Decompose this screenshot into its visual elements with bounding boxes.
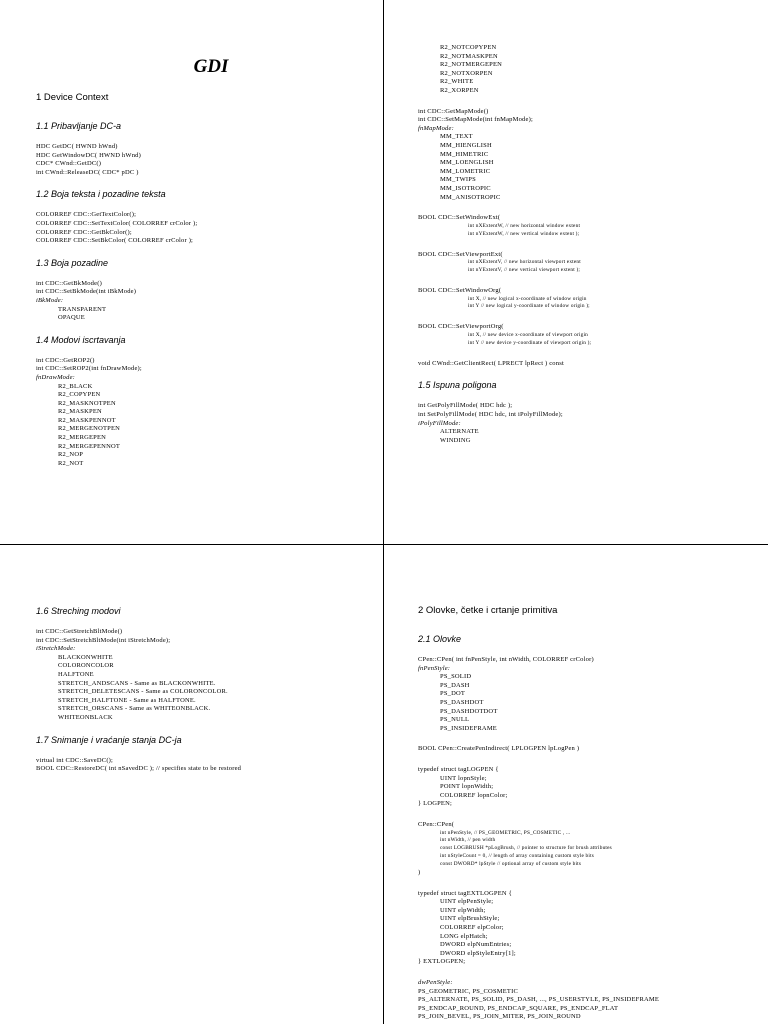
enum-value: R2_NOP bbox=[58, 451, 84, 459]
enum-value: MM_TWIPS bbox=[440, 176, 476, 184]
code-block bbox=[36, 211, 366, 245]
code-line: UINT lopnStyle; bbox=[440, 774, 487, 782]
code-line: int nXExtentV, // new horizontal viewport extent bbox=[468, 259, 581, 266]
code-line: int CDC::GetROP2() bbox=[36, 356, 95, 364]
code-line: int nPenStyle, // PS_GEOMETRIC, PS_COSMETIC , ... bbox=[440, 829, 571, 836]
code-block bbox=[418, 44, 753, 96]
enum-value: R2_MERGENOTPEN bbox=[58, 425, 121, 433]
code-line: int SetPolyFillMode( HDC hdc, int iPolyFillMode); bbox=[418, 410, 563, 418]
enum-value: R2_MASKNOTPEN bbox=[58, 399, 116, 407]
enum-value: MM_ANISOTROPIC bbox=[440, 193, 501, 201]
code-block bbox=[36, 143, 366, 177]
code-line: } EXTLOGPEN; bbox=[418, 958, 466, 966]
enum-value: R2_BLACK bbox=[58, 382, 93, 390]
enum-value: MM_LOMETRIC bbox=[440, 167, 491, 175]
enum-value: R2_XORPEN bbox=[440, 86, 479, 94]
enum-value: R2_MASKPEN bbox=[58, 408, 102, 416]
code-block bbox=[418, 821, 758, 878]
code-line: virtual int CDC::SaveDC(); bbox=[36, 756, 114, 764]
enum-value: BLACKONWHITE bbox=[58, 653, 113, 661]
code-line: DWORD elpNumEntries; bbox=[440, 941, 512, 949]
enum-value: WINDING bbox=[440, 436, 471, 444]
code-line: typedef struct tagEXTLOGPEN { bbox=[418, 889, 512, 897]
param-label: iPolyFillMode: bbox=[418, 419, 461, 427]
code-line: BOOL CDC::SetViewportOrg( bbox=[418, 323, 504, 331]
code-line: int nYExtentW, // new vertical window extent ); bbox=[468, 230, 580, 237]
enum-value: R2_NOTMERGEPEN bbox=[440, 61, 503, 69]
code-line: int CDC::GetStretchBltMode() bbox=[36, 628, 123, 635]
code-line: CPen::CPen( bbox=[418, 820, 455, 828]
code-line: const LOGBRUSH *pLogBrush, // pointer to structure for brush attributes bbox=[440, 845, 612, 852]
subsection-heading: 2.1 Olovke bbox=[418, 634, 462, 644]
code-line: PS_JOIN_BEVEL, PS_JOIN_MITER, PS_JOIN_ROUND bbox=[418, 1013, 581, 1021]
page-quadrant-top-left bbox=[0, 0, 384, 545]
enum-value: STRETCH_ANDSCANS - Same as BLACKONWHITE. bbox=[58, 679, 216, 687]
enum-value: MM_ISOTROPIC bbox=[440, 184, 491, 192]
code-line: CDC* CWnd::GetDC() bbox=[36, 160, 102, 168]
code-line: LONG elpHatch; bbox=[440, 932, 488, 940]
section-heading-device-context: 1 Device Context bbox=[36, 92, 109, 103]
code-block bbox=[418, 108, 753, 203]
enum-value: STRETCH_DELETESCANS - Same as COLORONCOLOR. bbox=[58, 688, 228, 696]
code-block bbox=[36, 757, 371, 774]
code-line: int CDC::SetStretchBltMode(int iStretchMode); bbox=[36, 636, 171, 644]
code-line: BOOL CDC::SetWindowOrg( bbox=[418, 286, 502, 294]
code-block bbox=[418, 287, 753, 311]
subsection-heading: 1.3 Boja pozadine bbox=[36, 257, 109, 268]
param-label: dwPenStyle: bbox=[418, 978, 453, 986]
code-block bbox=[418, 745, 758, 754]
subsection-heading: 1.4 Modovi iscrtavanja bbox=[36, 334, 126, 345]
code-line: DWORD elpStyleEntry[1]; bbox=[440, 949, 516, 957]
enum-value: R2_COPYPEN bbox=[58, 391, 101, 399]
code-block bbox=[36, 628, 371, 723]
code-line: PS_ALTERNATE, PS_SOLID, PS_DASH, ..., PS_USERSTYLE, PS_INSIDEFRAME bbox=[418, 996, 660, 1004]
code-block bbox=[418, 214, 753, 238]
param-label: fnMapMode: bbox=[418, 124, 454, 132]
code-block bbox=[418, 402, 753, 445]
enum-value: R2_MASKPENNOT bbox=[58, 416, 116, 424]
code-line: int nWidth, // pen width bbox=[440, 837, 496, 844]
code-line: typedef struct tagLOGPEN { bbox=[418, 765, 499, 773]
code-line: BOOL CDC::RestoreDC( int nSavedDC ); // specifies state to be restored bbox=[36, 765, 242, 773]
code-line: const DWORD* lpStyle // optional array of custom style bits bbox=[440, 861, 582, 868]
page-quadrant-bottom-left bbox=[0, 545, 384, 1024]
param-label: iBkMode: bbox=[36, 296, 64, 304]
code-line: HDC GetDC( HWND hWnd) bbox=[36, 143, 118, 150]
param-label: fnDrawMode: bbox=[36, 373, 76, 381]
code-block bbox=[36, 357, 366, 469]
code-line: CPen::CPen( int fnPenStyle, int nWidth, COLORREF crColor) bbox=[418, 656, 594, 663]
enum-value: MM_HIENGLISH bbox=[440, 141, 492, 149]
enum-value: PS_DASHDOTDOT bbox=[440, 707, 498, 715]
page-quadrant-top-right bbox=[384, 0, 768, 545]
enum-value: WHITEONBLACK bbox=[58, 713, 113, 721]
param-label: fnPenStyle: bbox=[418, 664, 451, 672]
enum-value: PS_DASHDOT bbox=[440, 698, 484, 706]
code-line: int nXExtentW, // new horizontal window extent bbox=[468, 222, 581, 229]
enum-value: ALTERNATE bbox=[440, 428, 479, 436]
code-line: int CDC::SetBkMode(int iBkMode) bbox=[36, 288, 137, 296]
code-line: COLORREF CDC::GetTextColor(); bbox=[36, 211, 137, 219]
code-block bbox=[418, 323, 753, 347]
enum-value: R2_NOT bbox=[58, 459, 84, 467]
enum-value: R2_MERGEPENNOT bbox=[58, 442, 121, 450]
enum-value: PS_INSIDEFRAME bbox=[440, 724, 497, 732]
section-heading-pens-brushes: 2 Olovke, četke i crtanje primitiva bbox=[418, 605, 558, 616]
code-line: BOOL CPen::CreatePenIndirect( LPLOGPEN lpLogPen ) bbox=[418, 745, 580, 753]
code-line: int Y // new logical y-coordinate of window origin ); bbox=[468, 303, 590, 310]
code-line: UINT elpBrushStyle; bbox=[440, 915, 500, 923]
code-line: HDC GetWindowDC( HWND hWnd) bbox=[36, 151, 141, 159]
code-line: int nYExtentV, // new vertical viewport extent ); bbox=[468, 267, 581, 273]
enum-value: R2_WHITE bbox=[440, 78, 474, 86]
code-block bbox=[418, 656, 758, 733]
code-line: COLORREF CDC::GetBkColor(); bbox=[36, 228, 132, 236]
code-line: BOOL CDC::SetWindowExt( bbox=[418, 214, 501, 222]
code-line: void CWnd::GetClientRect( LPRECT lpRect ) const bbox=[418, 359, 564, 367]
subsection-heading: 1.2 Boja teksta i pozadine teksta bbox=[36, 189, 166, 200]
code-block bbox=[418, 890, 758, 967]
code-line: BOOL CDC::SetViewportExt( bbox=[418, 250, 503, 258]
code-line: COLORREF lopnColor; bbox=[440, 791, 508, 799]
code-line: UINT elpWidth; bbox=[440, 906, 486, 914]
code-line: } LOGPEN; bbox=[418, 800, 452, 808]
code-line: int CWnd::ReleaseDC( CDC* pDC ) bbox=[36, 168, 139, 176]
code-block bbox=[418, 360, 753, 369]
enum-value: R2_NOTCOPYPEN bbox=[440, 44, 497, 51]
enum-value: PS_SOLID bbox=[440, 673, 472, 681]
code-line: ) bbox=[418, 869, 421, 877]
code-line: int nStyleCount = 0, // length of array containing custom style bits bbox=[440, 853, 594, 860]
code-line: int CDC::GetBkMode() bbox=[36, 279, 102, 287]
enum-value: PS_DASH bbox=[440, 681, 470, 689]
subsection-heading: 1.5 Ispuna poligona bbox=[418, 380, 497, 391]
enum-value: HALFTONE bbox=[58, 670, 94, 678]
page-title: GDI bbox=[193, 56, 229, 77]
code-line: COLORREF CDC::SetTextColor( COLORREF crColor ); bbox=[36, 219, 198, 227]
enum-value: MM_LOENGLISH bbox=[440, 159, 494, 167]
enum-value: MM_HIMETRIC bbox=[440, 150, 489, 158]
code-line: UINT elpPenStyle; bbox=[440, 898, 494, 906]
code-line: POINT lopnWidth; bbox=[440, 783, 494, 791]
enum-value: MM_TEXT bbox=[440, 133, 473, 141]
enum-value: R2_NOTXORPEN bbox=[440, 69, 493, 77]
enum-value: PS_NULL bbox=[440, 716, 470, 724]
code-block bbox=[418, 766, 758, 809]
code-line: int CDC::SetROP2(int fnDrawMode); bbox=[36, 365, 142, 373]
enum-value: OPAQUE bbox=[58, 314, 85, 322]
enum-value: COLORONCOLOR bbox=[58, 662, 114, 670]
enum-value: STRETCH_ORSCANS - Same as WHITEONBLACK. bbox=[58, 705, 211, 713]
code-block bbox=[418, 251, 753, 275]
code-line: PS_GEOMETRIC, PS_COSMETIC bbox=[418, 987, 518, 995]
code-line: int X, // new device x-coordinate of viewport origin bbox=[468, 331, 588, 338]
page-quadrant-bottom-right bbox=[384, 545, 768, 1024]
enum-value: TRANSPARENT bbox=[58, 305, 107, 313]
code-line: int CDC::GetMapMode() bbox=[418, 107, 489, 115]
code-line: COLORREF elpColor; bbox=[440, 924, 504, 931]
code-line: PS_ENDCAP_ROUND, PS_ENDCAP_SQUARE, PS_ENDCAP_FLAT bbox=[418, 1004, 619, 1012]
code-block bbox=[418, 979, 758, 1022]
enum-value: R2_NOTMASKPEN bbox=[440, 52, 498, 60]
code-line: int CDC::SetMapMode(int fnMapMode); bbox=[418, 116, 533, 124]
subsection-heading: 1.1 Pribavljanje DC-a bbox=[36, 121, 122, 131]
code-line: int Y // new device y-coordinate of viewport origin ); bbox=[468, 339, 592, 346]
code-line: int GetPolyFillMode( HDC hdc ); bbox=[418, 402, 513, 410]
subsection-heading: 1.6 Streching modovi bbox=[36, 606, 121, 616]
code-block bbox=[36, 280, 366, 323]
code-line: int X, // new logical x-coordinate of window origin bbox=[468, 295, 587, 302]
enum-value: PS_DOT bbox=[440, 690, 466, 698]
enum-value: STRETCH_HALFTONE - Same as HALFTONE. bbox=[58, 696, 196, 704]
code-line: COLORREF CDC::SetBkColor( COLORREF crColor ); bbox=[36, 237, 194, 245]
enum-value: R2_MERGEPEN bbox=[58, 434, 107, 442]
subsection-heading: 1.7 Snimanje i vraćanje stanja DC-ja bbox=[36, 734, 182, 745]
param-label: iStretchMode: bbox=[36, 645, 76, 653]
